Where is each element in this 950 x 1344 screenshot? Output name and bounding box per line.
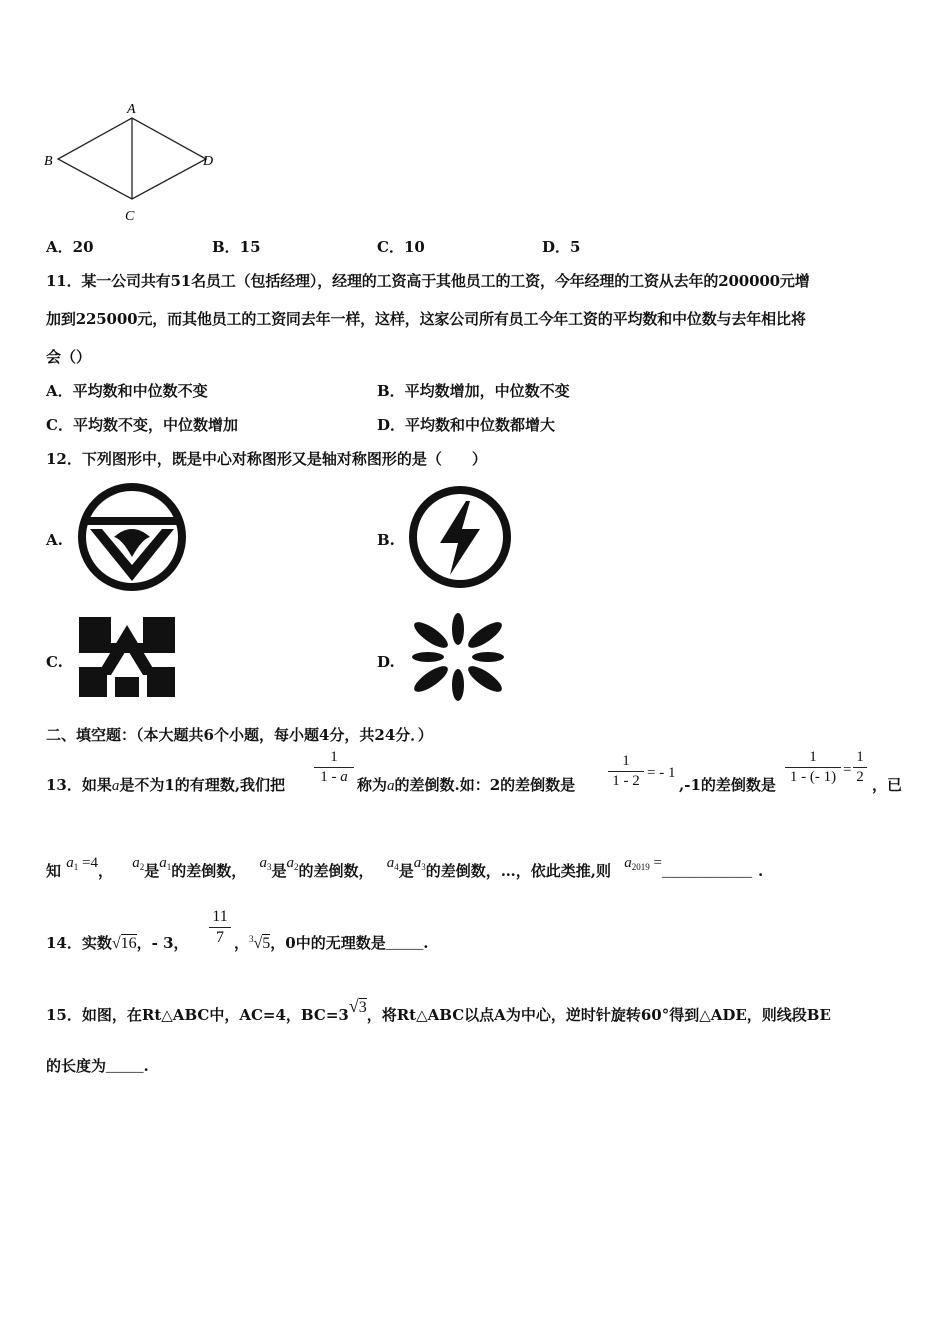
petal-flower-icon <box>406 612 510 702</box>
q15-line2: 的长度为_____. <box>46 1057 149 1075</box>
q13-fraction-3: 1 1 - (- 1) <box>785 749 841 786</box>
q12-stem: 12．下列图形中，既是中心对称图形又是轴对称图形的是（ ） <box>46 450 487 468</box>
vertex-label-d: D <box>203 154 214 169</box>
q11-option-b: B．平均数增加，中位数不变 <box>377 382 570 400</box>
q13-line1-end: ，已 <box>872 776 903 794</box>
rhombus-figure <box>40 98 230 228</box>
q13-fraction-2: 1 1 - 2 <box>608 753 644 790</box>
block-a-icon <box>77 615 177 700</box>
q10-option-c: C．10 <box>377 238 425 256</box>
q10-option-b: B．15 <box>212 238 261 256</box>
q14-line: 14．实数√16，- 3， <box>46 934 189 952</box>
q13-line2: 知 $a^1 =4$， $a^2$是$a^1$的差倒数， $a^3$是$a^2$的差倒数， $a^4$是$a^3$的差倒数，…，依此类推,则 $a^{2019}$ =____________ . <box>46 855 764 880</box>
lightning-circle-icon <box>404 481 516 593</box>
q11-line2: 加到225000元，而其他员工的工资同去年一样，这样，这家公司所有员工今年工资的平均数和中位数与去年相比将 <box>46 310 806 328</box>
q13-line1-b: 称为a的差倒数.如：2的差倒数是 <box>357 776 576 794</box>
q13-fraction-4: 1 2 <box>853 749 867 786</box>
q12-label-c: C. <box>46 653 63 671</box>
q13-line1: 13．如果a是不为1的有理数,我们把 <box>46 776 286 794</box>
q13-line1-c: ,-1的差倒数是 <box>679 776 776 794</box>
q12-label-b: B. <box>377 531 395 549</box>
vertex-label-c: C <box>125 209 135 224</box>
q11-option-a: A．平均数和中位数不变 <box>46 382 208 400</box>
q14-line-b: ，$^3$√5，0中的无理数是_____. <box>234 934 429 952</box>
q11-line3: 会（） <box>46 348 92 366</box>
emblem-v-icon <box>76 481 188 593</box>
q13-eq-2: = - 1 <box>647 765 676 781</box>
section-heading: 二、填空题：（本大题共6个小题，每小题4分，共24分．） <box>46 726 433 744</box>
q12-label-d: D. <box>377 653 395 671</box>
q13-eq-3: = <box>843 762 852 778</box>
q10-option-d: D．5 <box>542 238 581 256</box>
q14-fraction: 11 7 <box>209 908 231 947</box>
q10-option-a: A．20 <box>46 238 94 256</box>
vertex-label-b: B <box>44 154 53 169</box>
q11-option-d: D．平均数和中位数都增大 <box>377 416 556 434</box>
vertex-label-a: A <box>127 102 136 117</box>
q11-option-c: C．平均数不变，中位数增加 <box>46 416 238 434</box>
q12-label-a: A. <box>46 531 63 549</box>
q15-line1: 15．如图，在Rt△ABC中，AC=4，BC=3√3，将Rt△ABC以点A为中心，逆时针旋转60°得到△ADE，则线段BE <box>46 996 831 1024</box>
q13-fraction-1: 1 1 - a <box>314 749 354 786</box>
q11-line1: 11．某一公司共有51名员工（包括经理），经理的工资高于其他员工的工资，今年经理的工资从去年的200000元增 <box>46 272 810 290</box>
